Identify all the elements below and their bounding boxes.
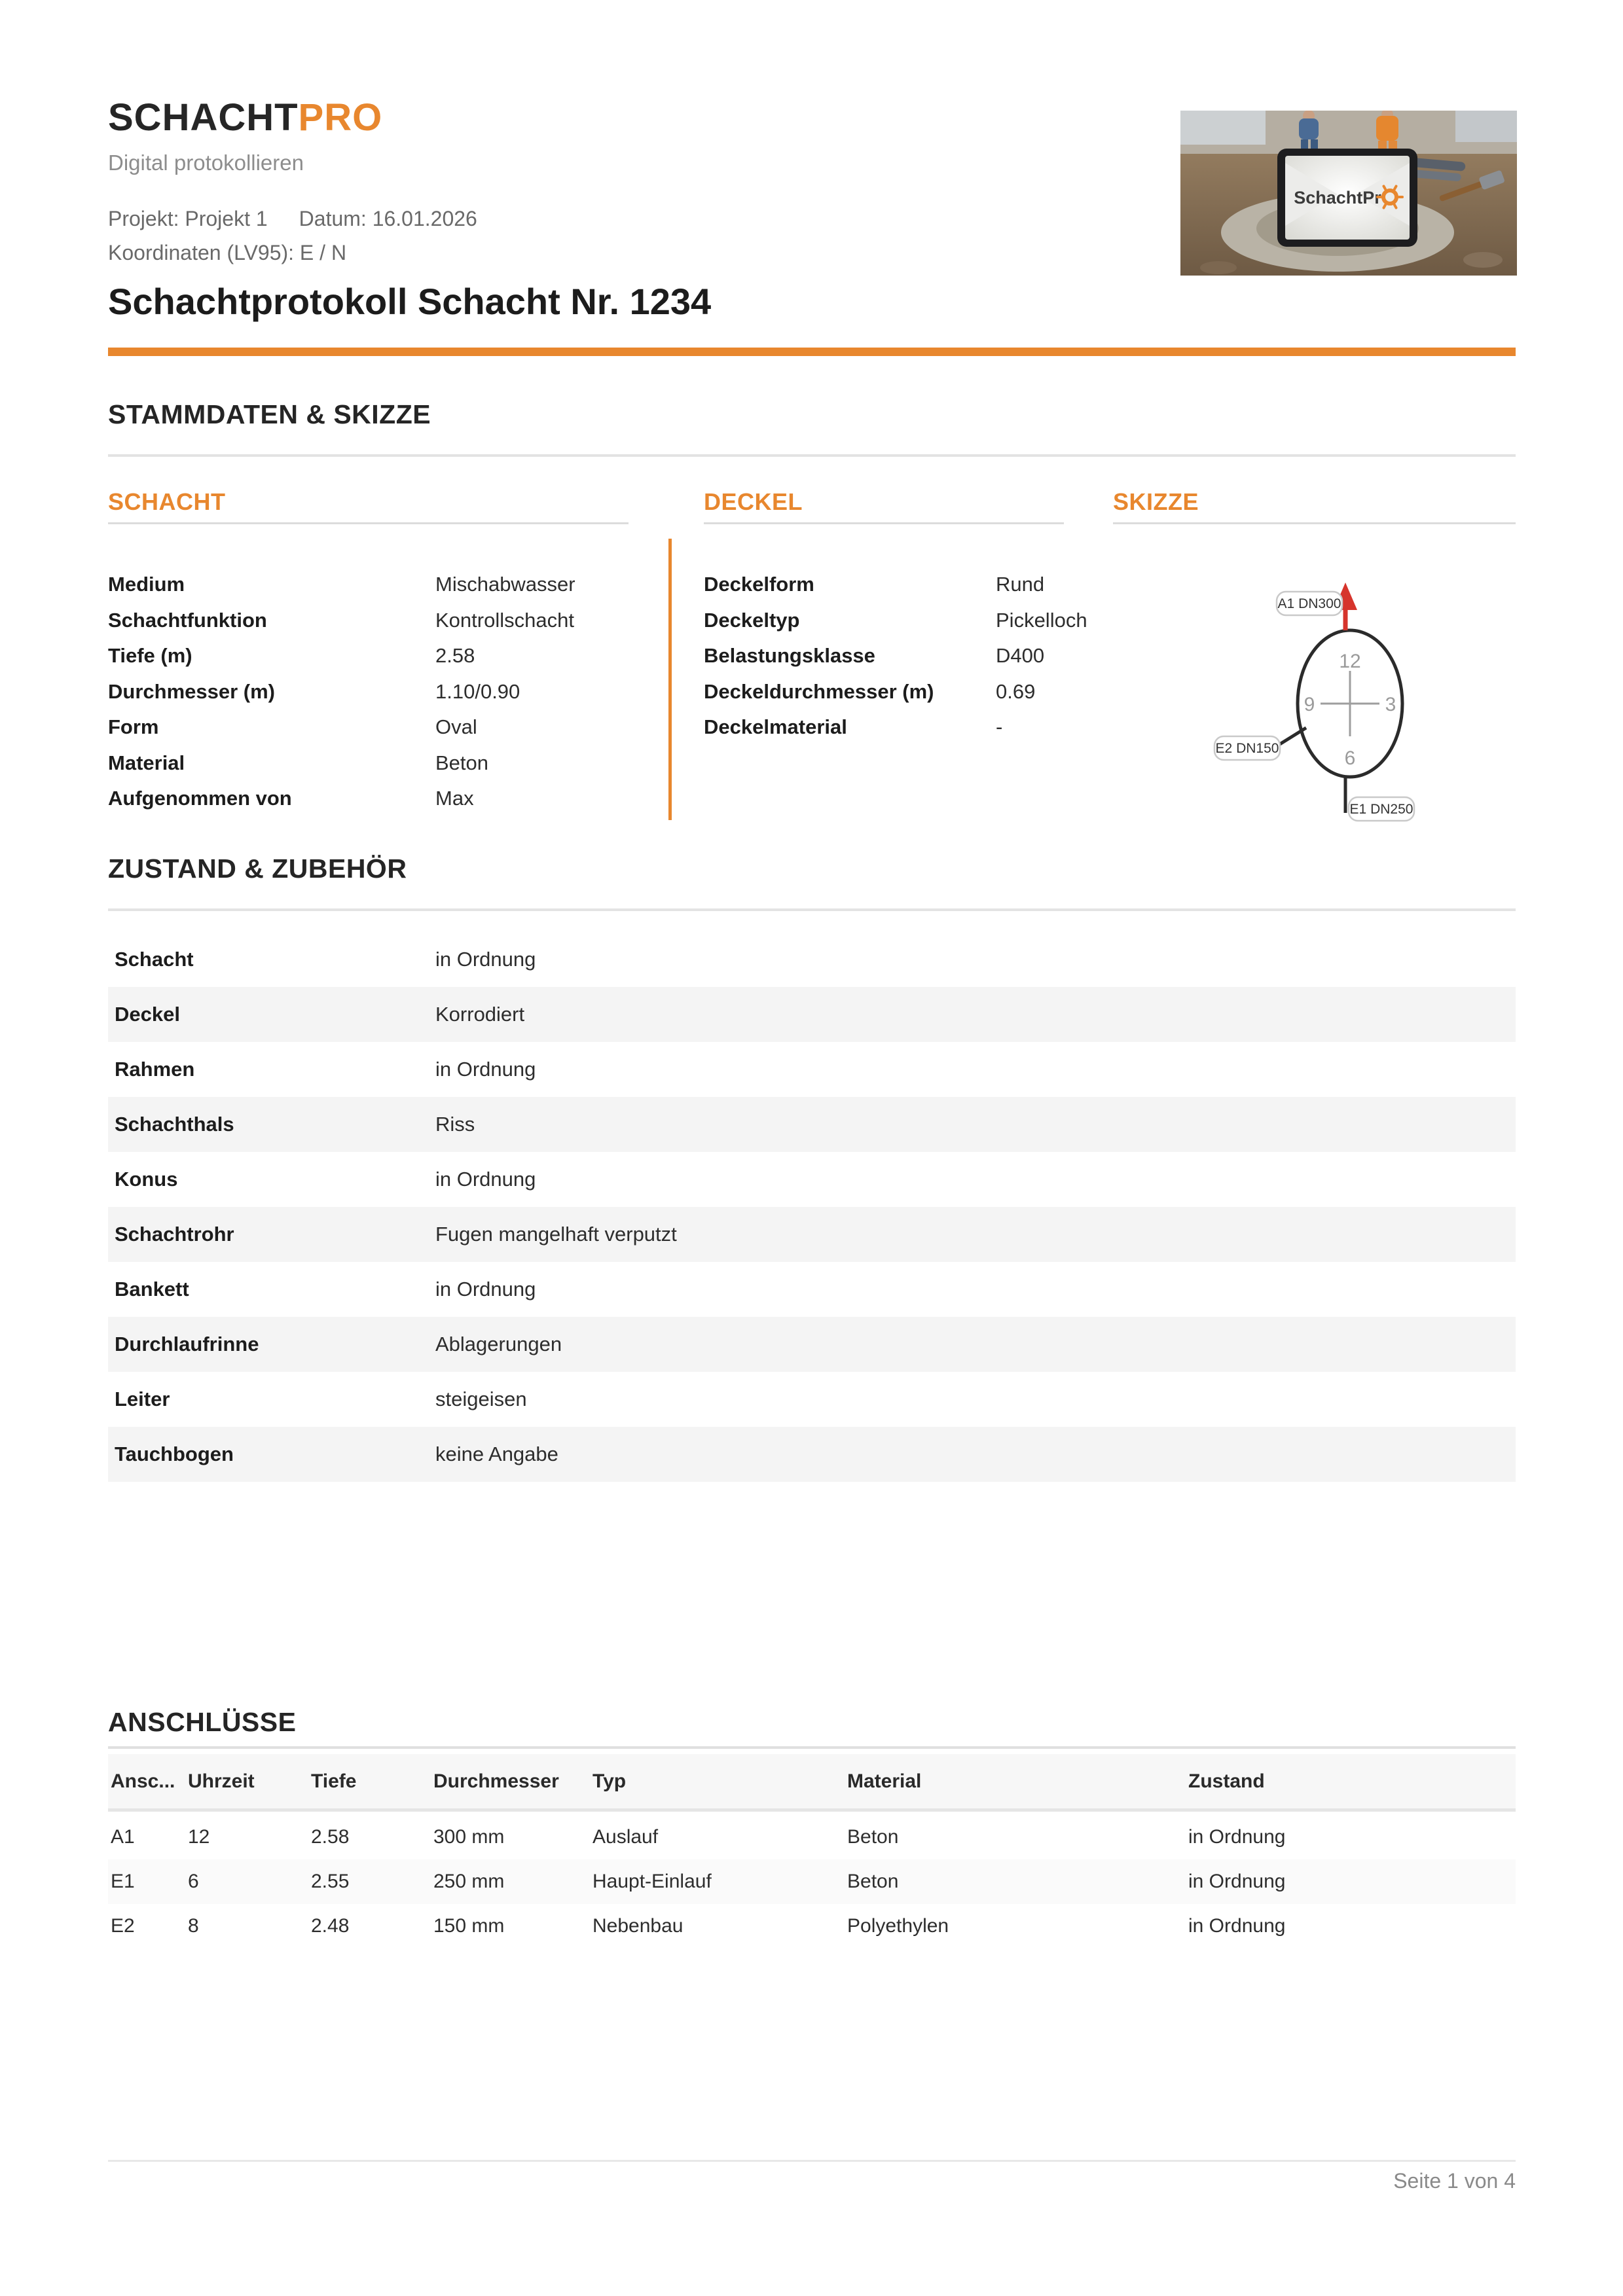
- field-label: Tiefe (m): [108, 644, 192, 668]
- row-value: in Ordnung: [435, 1168, 536, 1191]
- brand-name-part2: PRO: [298, 96, 383, 139]
- field-label: Belastungsklasse: [704, 644, 875, 668]
- field-value: Rund: [996, 573, 1045, 596]
- column-header-typ: Typ: [593, 1770, 627, 1792]
- table-row: [108, 1097, 1516, 1152]
- column-header-zustand: Zustand: [1188, 1770, 1265, 1792]
- schacht-data-list: [108, 567, 668, 817]
- data-row: [704, 603, 1123, 639]
- connection-label-e1: [1349, 797, 1414, 821]
- column-divider: [668, 539, 672, 820]
- field-label: Schachtfunktion: [108, 608, 267, 632]
- cell-typ: Haupt-Einlauf: [593, 1871, 712, 1892]
- subsection-heading-schacht: SCHACHT: [108, 488, 226, 515]
- cell-uhrzeit: 12: [188, 1826, 210, 1848]
- field-label: Form: [108, 715, 159, 739]
- svg-text:E1 DN250: E1 DN250: [1349, 802, 1413, 817]
- row-label: Schacht: [115, 948, 194, 971]
- cell-uhrzeit: 8: [188, 1915, 199, 1937]
- column-header-uhrzeit: Uhrzeit: [188, 1770, 255, 1792]
- field-label: Aufgenommen von: [108, 787, 292, 810]
- field-value: Mischabwasser: [435, 573, 575, 596]
- column-header-anschluss: Ansc...: [111, 1770, 175, 1792]
- field-value: Pickelloch: [996, 608, 1087, 632]
- row-value: steigeisen: [435, 1388, 527, 1410]
- row-label: Bankett: [115, 1278, 189, 1300]
- project-value: Projekt: Projekt 1: [108, 207, 268, 230]
- row-label: Leiter: [115, 1388, 170, 1410]
- row-label: Schachtrohr: [115, 1223, 234, 1246]
- subsection-heading-deckel: DECKEL: [704, 488, 803, 515]
- data-row: [108, 638, 668, 674]
- cell-typ: Auslauf: [593, 1826, 659, 1848]
- brand-tagline: Digital protokollieren: [108, 151, 304, 175]
- connection-label-a1: [1277, 592, 1342, 615]
- cell-material: Beton: [847, 1826, 899, 1848]
- field-label: Material: [108, 751, 185, 774]
- section-rule: [108, 908, 1516, 911]
- page-title: Schachtprotokoll Schacht Nr. 1234: [108, 281, 712, 322]
- cell-durchmesser: 150 mm: [433, 1915, 505, 1937]
- footer-rule: [108, 2160, 1516, 2162]
- cell-uhrzeit: 6: [188, 1871, 199, 1892]
- field-label: Deckelform: [704, 573, 814, 596]
- section-heading-stammdaten: STAMMDATEN & SKIZZE: [108, 399, 431, 429]
- row-value: Korrodiert: [435, 1003, 525, 1026]
- tablet: [1277, 149, 1417, 247]
- table-row: [108, 1815, 1516, 1859]
- row-value: in Ordnung: [435, 1058, 536, 1081]
- row-value: keine Angabe: [435, 1443, 558, 1465]
- page-number: Seite 1 von 4: [1393, 2169, 1516, 2193]
- table-row: [108, 1262, 1516, 1317]
- cell-tiefe: 2.58: [311, 1826, 350, 1848]
- cell-anschluss: E2: [111, 1915, 135, 1937]
- field-label: Deckeldurchmesser (m): [704, 679, 934, 703]
- row-value: Ablagerungen: [435, 1333, 562, 1355]
- column-header-material: Material: [847, 1770, 922, 1792]
- field-label: Deckeltyp: [704, 608, 800, 632]
- svg-text:E2 DN150: E2 DN150: [1215, 741, 1279, 756]
- subsection-heading-skizze: SKIZZE: [1113, 488, 1199, 515]
- row-label: Durchlaufrinne: [115, 1333, 259, 1355]
- cell-zustand: in Ordnung: [1188, 1826, 1286, 1848]
- table-row: [108, 1207, 1516, 1262]
- table-row: [108, 1152, 1516, 1207]
- table-row: [108, 1859, 1516, 1904]
- row-value: Fugen mangelhaft verputzt: [435, 1223, 677, 1246]
- svg-text:A1 DN300: A1 DN300: [1277, 596, 1341, 611]
- field-value: D400: [996, 644, 1045, 668]
- brand-name-part1: SCHACHT: [108, 96, 299, 139]
- data-row: [108, 567, 668, 603]
- subsection-rule: [108, 522, 629, 524]
- data-row: [108, 781, 668, 817]
- tablet-logo-text: SchachtPr: [1294, 188, 1381, 207]
- brand-logo: [108, 96, 382, 139]
- field-value: 0.69: [996, 679, 1036, 703]
- field-value: Kontrollschacht: [435, 608, 574, 632]
- coordinates-value: Koordinaten (LV95): E / N: [108, 241, 347, 264]
- field-label: Deckelmaterial: [704, 715, 847, 739]
- construction-site-photo: [1180, 111, 1517, 276]
- clock-12: 12: [1339, 651, 1361, 672]
- data-row: [704, 567, 1123, 603]
- accent-divider: [108, 348, 1516, 356]
- row-value: in Ordnung: [435, 1278, 536, 1300]
- manhole-sketch: [1113, 511, 1516, 851]
- date-value: Datum: 16.01.2026: [299, 207, 477, 230]
- data-row: [108, 603, 668, 639]
- data-row: [704, 638, 1123, 674]
- data-row: [108, 709, 668, 745]
- meta-line-project: [108, 207, 477, 231]
- cell-anschluss: E1: [111, 1871, 135, 1892]
- subsection-rule: [704, 522, 1064, 524]
- cell-tiefe: 2.55: [311, 1871, 350, 1892]
- column-header-tiefe: Tiefe: [311, 1770, 357, 1792]
- field-value: Oval: [435, 715, 477, 739]
- cell-anschluss: A1: [111, 1826, 135, 1848]
- data-row: [108, 745, 668, 781]
- field-value: -: [996, 715, 1003, 739]
- clock-3: 3: [1385, 694, 1396, 715]
- row-value: in Ordnung: [435, 948, 536, 971]
- section-rule: [108, 454, 1516, 457]
- row-label: Rahmen: [115, 1058, 195, 1081]
- data-row: [704, 674, 1123, 710]
- connection-label-e2: [1214, 736, 1280, 760]
- cell-zustand: in Ordnung: [1188, 1871, 1286, 1892]
- field-value: 1.10/0.90: [435, 679, 520, 703]
- section-rule: [108, 1746, 1516, 1749]
- row-label: Deckel: [115, 1003, 180, 1026]
- column-header-durchmesser: Durchmesser: [433, 1770, 559, 1792]
- deckel-data-list: [704, 567, 1123, 745]
- row-label: Konus: [115, 1168, 178, 1191]
- cell-typ: Nebenbau: [593, 1915, 684, 1937]
- field-value: 2.58: [435, 644, 475, 668]
- field-label: Durchmesser (m): [108, 679, 275, 703]
- section-heading-anschluesse: ANSCHLÜSSE: [108, 1707, 297, 1737]
- data-row: [108, 674, 668, 710]
- anschluesse-table-header: [108, 1754, 1516, 1812]
- cell-zustand: in Ordnung: [1188, 1915, 1286, 1937]
- cell-material: Beton: [847, 1871, 899, 1892]
- data-row: [704, 709, 1123, 745]
- table-row: [108, 1317, 1516, 1372]
- cell-durchmesser: 250 mm: [433, 1871, 505, 1892]
- table-row: [108, 1904, 1516, 1948]
- field-value: Beton: [435, 751, 489, 774]
- table-row: [108, 1427, 1516, 1482]
- field-label: Medium: [108, 573, 185, 596]
- zustand-table: [108, 932, 1516, 1482]
- table-row: [108, 1372, 1516, 1427]
- row-label: Schachthals: [115, 1113, 234, 1136]
- row-value: Riss: [435, 1113, 475, 1136]
- table-row: [108, 987, 1516, 1042]
- table-row: [108, 1042, 1516, 1097]
- anschluesse-table-body: [108, 1815, 1516, 1948]
- cell-material: Polyethylen: [847, 1915, 949, 1937]
- section-heading-zustand: ZUSTAND & ZUBEHÖR: [108, 853, 407, 884]
- clock-6: 6: [1344, 747, 1356, 769]
- cell-tiefe: 2.48: [311, 1915, 350, 1937]
- clock-9: 9: [1304, 694, 1315, 715]
- field-value: Max: [435, 787, 474, 810]
- cell-durchmesser: 300 mm: [433, 1826, 505, 1848]
- table-row: [108, 932, 1516, 987]
- row-label: Tauchbogen: [115, 1443, 234, 1465]
